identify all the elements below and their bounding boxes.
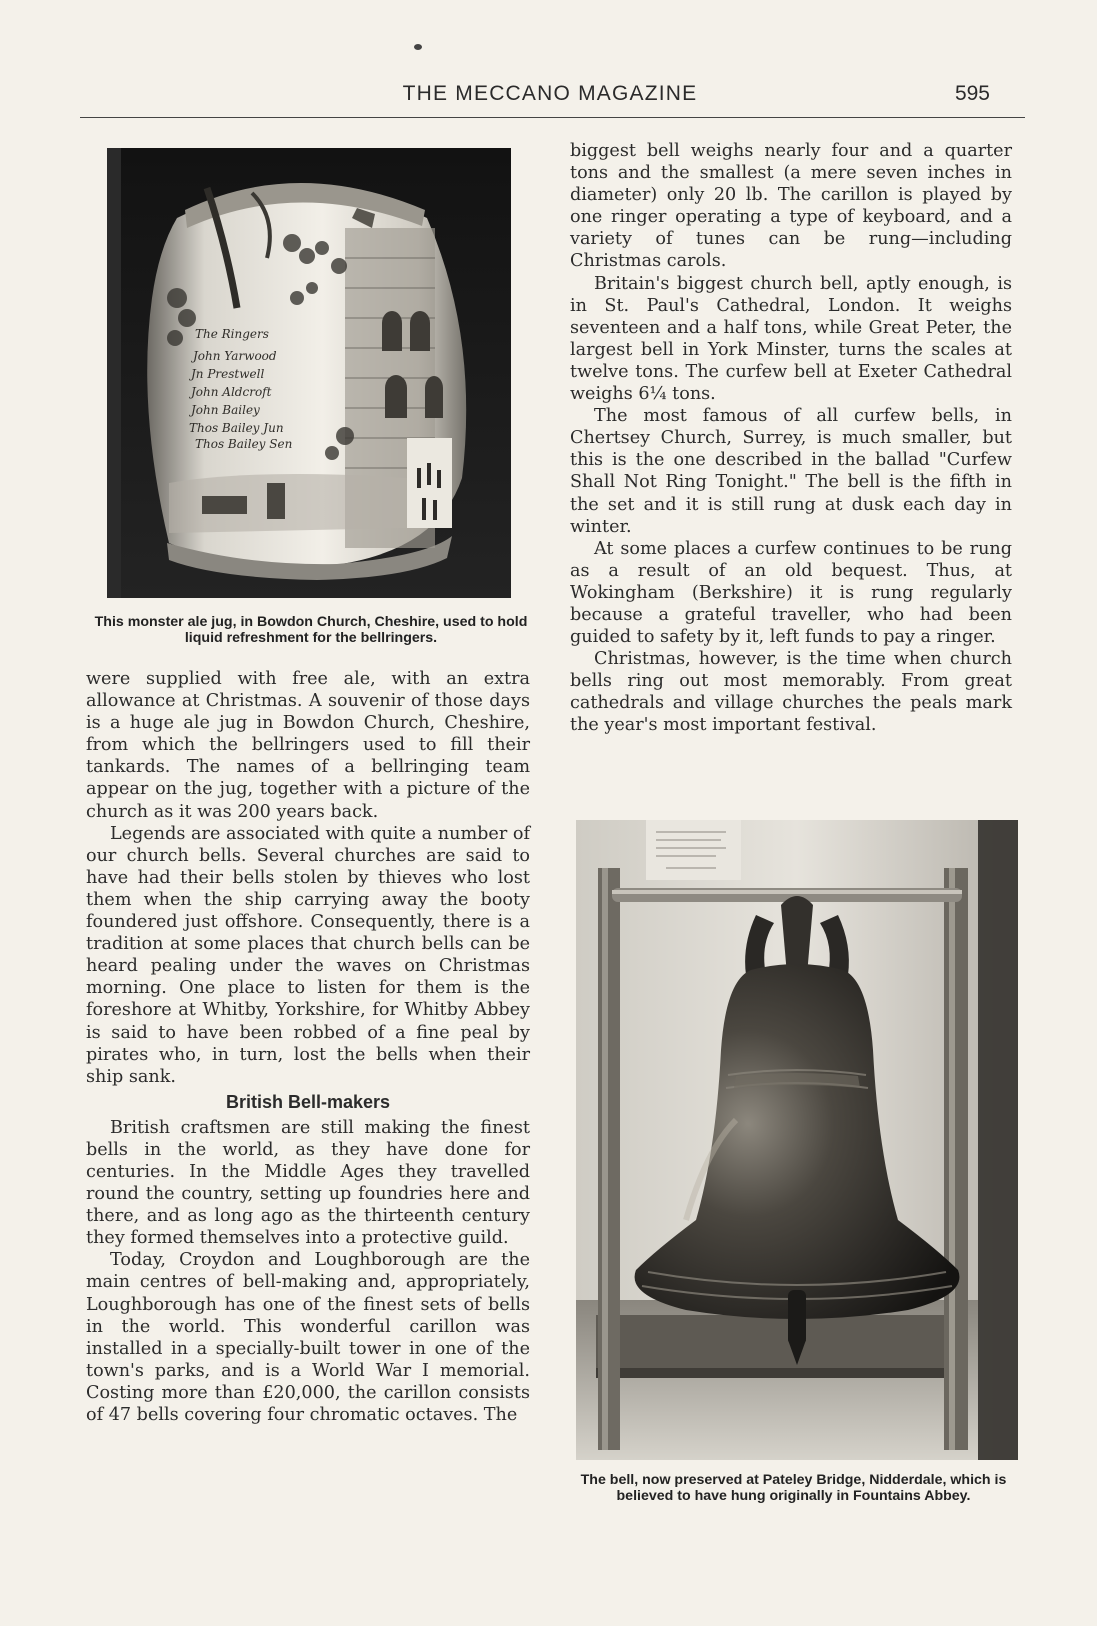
ale-jug-caption: This monster ale jug, in Bowdon Church, Cheshire, used to hold liquid refreshment for the bellringers. (94, 614, 528, 646)
left-column (86, 668, 530, 1426)
header-rule (80, 117, 1025, 118)
jug-inscription-line: John Yarwood (193, 349, 277, 363)
paragraph: Christmas, however, is the time when church bells ring out most memorably. From great cathedrals and village churches the peals mark the year's most important festival. (570, 649, 1012, 736)
bell-caption: The bell, now preserved at Pateley Bridge, Nidderdale, which is believed to have hung originally in Fountains Abbey. (580, 1472, 1007, 1504)
paragraph: Legends are associated with quite a number of our church bells. Several churches are said to have had their bells stolen by thieves who lost them when the ship carrying away the booty foundered just offshore. Consequently, there is a tradition at some places that church bells can be heard pealing under the waves on Christmas morning. One place to listen for them is the foreshore at Whitby, Yorkshire, for Whitby Abbey is said to have been robbed of a fine peal by pirates who, in turn, lost the bells when their ship sank. (86, 823, 530, 1087)
jug-inscription-line: Thos Bailey Jun (189, 421, 284, 435)
ink-speck (414, 44, 422, 50)
paragraph: Britain's biggest church bell, aptly enough, is in St. Paul's Cathedral, London. It weighs seventeen and a half tons, while Great Peter, the largest bell in York Minster, turns the scales at twelve tons. The curfew bell at Exeter Cathedral weighs 6¼ tons. (570, 273, 1012, 405)
jug-inscription-line: Thos Bailey Sen (195, 437, 293, 451)
paragraph: The most famous of all curfew bells, in Chertsey Church, Surrey, is much smaller, but this is the one described in the ballad "Curfew Shall Not Ring Tonight." The bell is the fifth in the set and it is still rung at dusk each day in winter. (570, 406, 1012, 537)
paragraph: At some places a curfew continues to be rung as a result of an old bequest. Thus, at Wokingham (Berkshire) it is rung regularly because a grateful traveller, who had been guided to safety by it, left funds to pay a ringer. (570, 538, 1012, 648)
jug-inscription-line: John Bailey (191, 403, 260, 417)
right-column (570, 140, 1012, 737)
paragraph: Today, Croydon and Loughborough are the main centres of bell-making and, appropriately, Loughborough has one of the finest sets of bells in the world. This wonderful carillon was installed in a specially-built tower in one of the town's parks, and is a World War I memorial. Costing more than £20,000, the carillon consists of 47 bells covering four chromatic octaves. The (86, 1250, 530, 1425)
ale-jug-photo (107, 148, 511, 598)
ale-jug-illustration (107, 148, 511, 598)
paragraph: were supplied with free ale, with an extra allowance at Christmas. A souvenir of those days is a huge ale jug in Bowdon Church, Cheshire, from which the bellringers used to fill their tankards. The names of a bellringing team appear on the jug, together with a picture of the church as it was 200 years back. (86, 669, 530, 822)
page-number: 595 (954, 82, 990, 105)
page-header (80, 82, 1020, 118)
jug-inscription-line: The Ringers (195, 327, 269, 341)
paragraph: biggest bell weighs nearly four and a quarter tons and the smallest (a mere seven inches in diameter) only 20 lb. The carillon is played by one ringer operating a type of keyboard, and a variety of tunes can be rung—including Christmas carols. (570, 141, 1012, 272)
bell-photo (576, 820, 1018, 1460)
jug-inscription-line: Jn Prestwell (191, 367, 265, 381)
jug-inscription-line: John Aldcroft (191, 385, 272, 399)
paragraph: British craftsmen are still making the finest bells in the world, as they have done for centuries. In the Middle Ages they travelled round the country, setting up foundries here and there, and as long ago as the thirteenth century they formed themselves into a protective guild. (86, 1117, 530, 1249)
section-heading: British Bell-makers (225, 1091, 391, 1112)
bell-illustration (576, 820, 1018, 1460)
magazine-title: THE MECCANO MAGAZINE (402, 82, 698, 105)
